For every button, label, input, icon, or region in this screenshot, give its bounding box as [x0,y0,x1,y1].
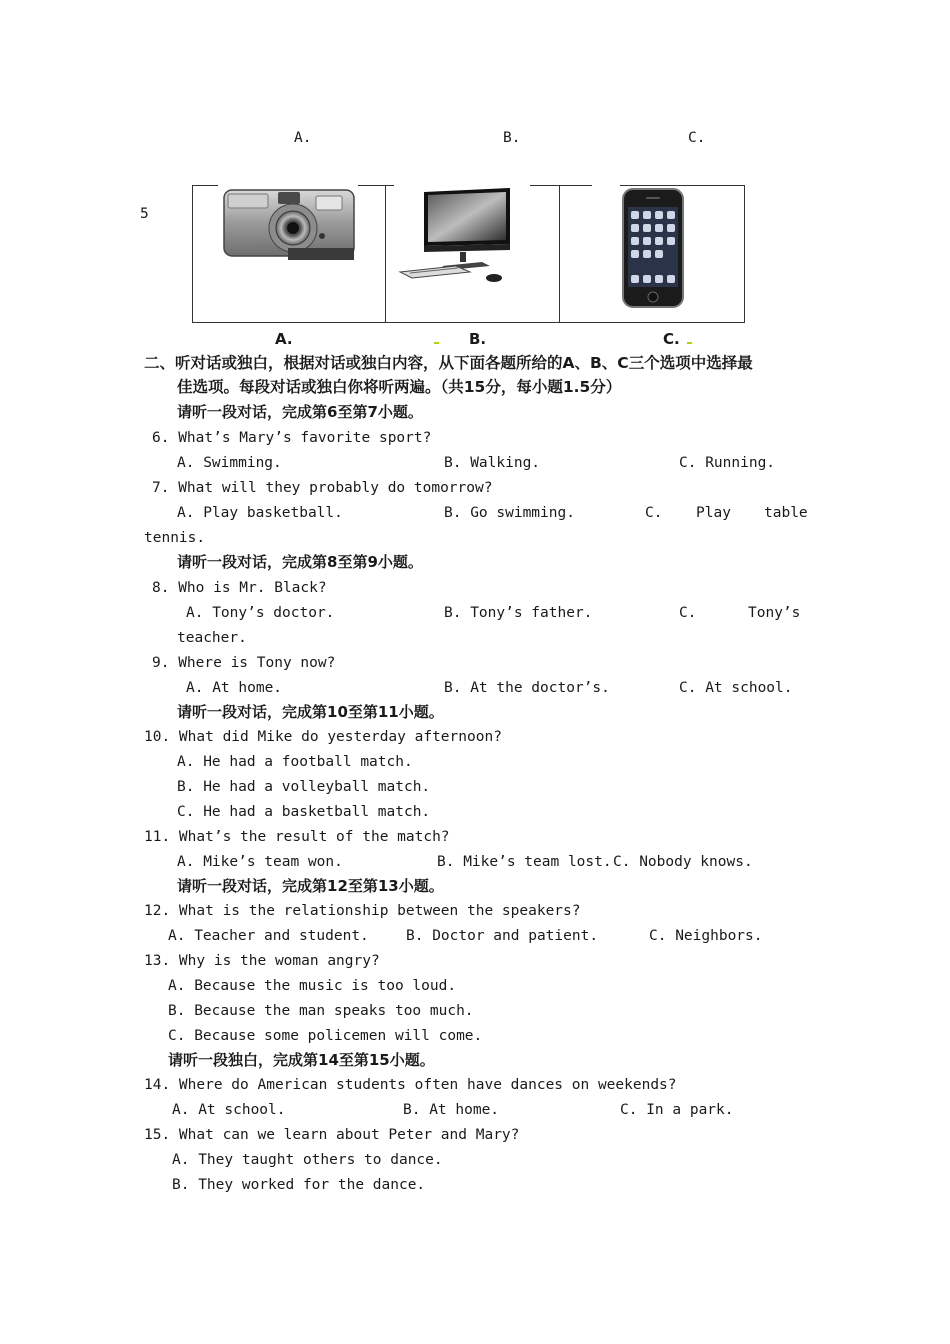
q7-option-c-word1: Play [696,505,731,521]
q7-option-c-wrap: tennis. [144,530,206,546]
q10-stem: 10. What did Mike do yesterday afternoon? [144,729,502,745]
q8-option-c-wrap: teacher. [177,630,247,646]
q9-option-b: B. At the doctor’s. [444,680,610,696]
table-divider [559,185,560,323]
q5-number: 5 [140,206,149,222]
q6-option-a: A. Swimming. [177,455,282,471]
q14-stem: 14. Where do American students often have dances on weekends? [144,1077,677,1093]
q12-option-a: A. Teacher and student. [168,928,369,944]
q13-option-b: B. Because the man speaks too much. [168,1003,474,1019]
q14-option-b: B. At home. [403,1102,500,1118]
q11-option-b: B. Mike’s team lost. [437,854,612,870]
camera-icon [218,186,358,262]
mark [434,342,439,344]
q4-option-a-label: A. [294,130,312,146]
mobile-phone-icon [620,187,686,309]
mark [687,342,692,344]
desktop-computer-icon [398,186,514,286]
q9-stem: 9. Where is Tony now? [152,655,336,671]
q7-stem: 7. What will they probably do tomorrow? [152,480,493,496]
q8-option-c-word: Tony’s [748,605,801,621]
q8-option-b: B. Tony’s father. [444,605,593,621]
instruction-8-9: 请听一段对话，完成第8至第9小题。 [177,553,423,571]
q6-stem: 6. What’s Mary’s favorite sport? [152,430,432,446]
q13-option-c: C. Because some policemen will come. [168,1028,483,1044]
section-heading-line2: 佳选项。每段对话或独白你将听两遍。（共15分，每小题1.5分） [177,378,622,396]
instruction-12-13: 请听一段对话，完成第12至第13小题。 [177,877,444,895]
q9-option-c: C. At school. [679,680,793,696]
q6-option-b: B. Walking. [444,455,541,471]
q12-stem: 12. What is the relationship between the speakers? [144,903,581,919]
q12-option-b: B. Doctor and patient. [406,928,599,944]
q8-option-a: A. Tony’s doctor. [186,605,335,621]
q15-option-a: A. They taught others to dance. [172,1152,443,1168]
q15-stem: 15. What can we learn about Peter and Mary? [144,1127,520,1143]
q4-option-c-label: C. [688,130,706,146]
table-divider [385,185,386,323]
q5-option-c-label: C. [663,330,680,348]
q11-option-c: C. Nobody knows. [613,854,753,870]
instruction-14-15: 请听一段独白，完成第14至第15小题。 [168,1051,435,1069]
q10-option-b: B. He had a volleyball match. [177,779,431,795]
q8-option-c-letter: C. [679,605,697,621]
q5-option-a-label: A. [275,330,293,348]
q7-option-b: B. Go swimming. [444,505,575,521]
q7-option-c-letter: C. [645,505,663,521]
q11-stem: 11. What’s the result of the match? [144,829,450,845]
q7-option-a: A. Play basketball. [177,505,343,521]
instruction-10-11: 请听一段对话，完成第10至第11小题。 [177,703,444,721]
q13-option-a: A. Because the music is too loud. [168,978,457,994]
q14-option-c: C. In a park. [620,1102,734,1118]
q7-option-c-word2: table [764,505,808,521]
q6-option-c: C. Running. [679,455,776,471]
q8-stem: 8. Who is Mr. Black? [152,580,327,596]
q12-option-c: C. Neighbors. [649,928,763,944]
instruction-6-7: 请听一段对话，完成第6至第7小题。 [177,403,423,421]
q9-option-a: A. At home. [186,680,283,696]
q11-option-a: A. Mike’s team won. [177,854,343,870]
q13-stem: 13. Why is the woman angry? [144,953,380,969]
section-heading-line1: 二、听对话或独白，根据对话或独白内容，从下面各题所给的A、B、C三个选项中选择最 [144,354,753,372]
q10-option-a: A. He had a football match. [177,754,413,770]
q14-option-a: A. At school. [172,1102,286,1118]
q5-option-b-label: B. [469,330,487,348]
q15-option-b: B. They worked for the dance. [172,1177,426,1193]
q4-option-b-label: B. [503,130,521,146]
q10-option-c: C. He had a basketball match. [177,804,431,820]
